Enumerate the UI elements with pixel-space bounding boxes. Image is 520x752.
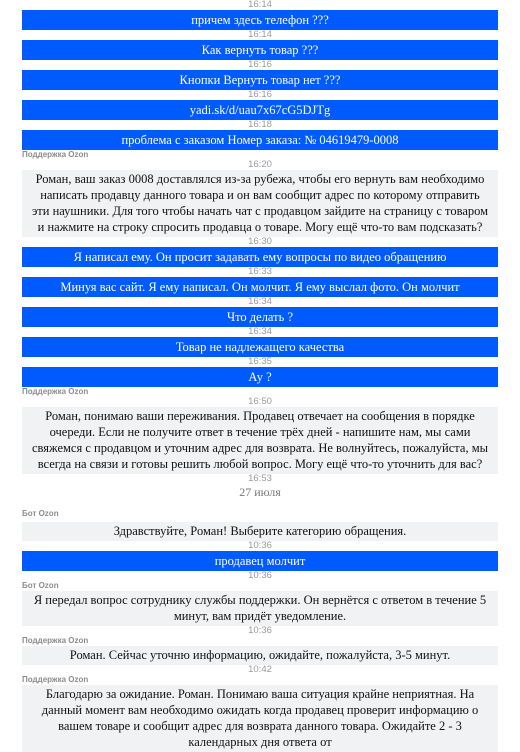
outgoing-message[interactable]: Ау ? [22, 367, 498, 387]
message-timestamp: 16:50 [248, 396, 272, 407]
incoming-message[interactable]: Роман. Сейчас уточню информацию, ожидайте, пожалуйста, 3-5 минут. [22, 646, 498, 665]
outgoing-message[interactable]: Что делать ? [22, 307, 498, 327]
outgoing-message[interactable]: продавец молчит [22, 551, 498, 571]
message-timestamp: 16:16 [248, 59, 272, 70]
message-timestamp: 10:36 [248, 540, 272, 551]
message-timestamp: 16:33 [248, 266, 272, 277]
outgoing-message[interactable]: Кнопки Вернуть товар нет ??? [22, 70, 498, 90]
outgoing-message[interactable]: Как вернуть товар ??? [22, 40, 498, 60]
outgoing-message[interactable]: проблема с заказом Номер заказа: № 04619479-0008 [22, 130, 498, 150]
message-timestamp: 10:36 [248, 570, 272, 581]
message-timestamp: 16:14 [248, 0, 272, 10]
outgoing-message[interactable]: причем здесь телефон ??? [22, 10, 498, 30]
incoming-message[interactable]: Роман, понимаю ваши переживания. Продавец отвечает на сообщения в порядке очереди. Если не получите ответ в течение трёх дней - напишите нам, мы сами свяжемся с продавцом и уточним адрес для возврата. Не волнуйтесь, пожалуйста, мы всегда на связи и готовы решить любой вопрос. Могу ещё что-то уточнить для вас? [22, 407, 498, 474]
sender-label: Поддержка Ozon [22, 675, 89, 684]
incoming-message[interactable]: Я передал вопрос сотруднику службы поддержки. Он вернётся с ответом в течение 5 минут, вам придёт уведомление. [22, 591, 498, 626]
message-timestamp: 16:30 [248, 236, 272, 247]
sender-label: Бот Ozon [22, 581, 59, 590]
sender-label: Поддержка Ozon [22, 150, 89, 159]
outgoing-message[interactable]: Товар не надлежащего качества [22, 337, 498, 357]
message-timestamp: 16:34 [248, 326, 272, 337]
message-timestamp: 16:18 [248, 119, 272, 130]
spacer [0, 500, 520, 509]
sender-label: Поддержка Ozon [22, 387, 89, 396]
message-timestamp: 16:34 [248, 296, 272, 307]
outgoing-message-link[interactable]: yadi.sk/d/uau7x67cG5DJTg [22, 100, 498, 120]
outgoing-message[interactable]: Я написал ему. Он просит задавать ему вопросы по видео обращению [22, 247, 498, 267]
message-timestamp: 16:53 [248, 473, 272, 484]
sender-label: Бот Ozon [22, 509, 59, 518]
incoming-message[interactable]: Здравствуйте, Роман! Выберите категорию обращения. [22, 522, 498, 541]
sender-label: Поддержка Ozon [22, 636, 89, 645]
message-timestamp: 16:20 [248, 159, 272, 170]
outgoing-message[interactable]: Минуя вас сайт. Я ему написал. Он молчит. Я ему выслал фото. Он молчит [22, 277, 498, 297]
message-timestamp: 10:42 [248, 664, 272, 675]
message-timestamp: 16:14 [248, 29, 272, 40]
message-timestamp: 10:36 [248, 625, 272, 636]
message-timestamp: 16:35 [248, 356, 272, 367]
date-separator: 27 июля [239, 485, 281, 499]
incoming-message[interactable]: Благодарю за ожидание. Роман. Понимаю ваша ситуация крайне неприятная. На данный момент вам необходимо ожидать когда продавец проверит информацию о вашем товаре и сообщит адрес для возврата данного товара. Ожидайте 2 - 3 календарных дня ответа от [22, 685, 498, 752]
message-timestamp: 16:16 [248, 89, 272, 100]
incoming-message[interactable]: Роман, ваш заказ 0008 доставлялся из-за рубежа, чтобы его вернуть вам необходимо написать продавцу данного товара и он вам сообщит адрес по которому отправить эти наушники. Для того чтобы начать чат с продавцом зайдите на страницу с товаром и нажмите на строку спросить продавца о товаре. Могу ещё что-то вам подсказать? [22, 170, 498, 237]
